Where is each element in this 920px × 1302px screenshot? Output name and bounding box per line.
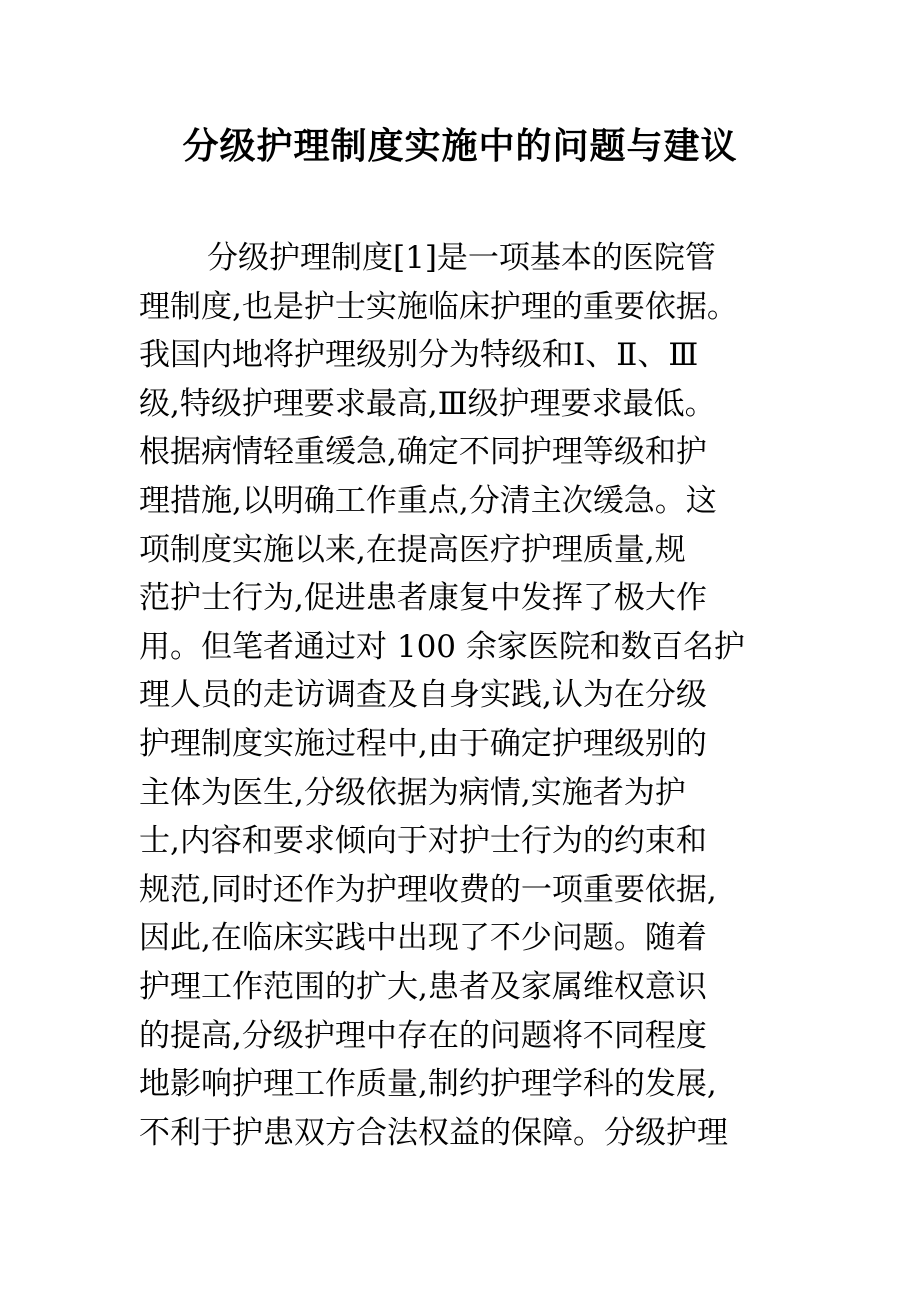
body-line: 用。但笔者通过对 100 余家医院和数百名护 — [139, 628, 745, 665]
body-line: 地影响护理工作质量,制约护理学科的发展, — [139, 1066, 717, 1103]
body-line: 护理制度实施过程中,由于确定护理级别的 — [139, 725, 707, 762]
body-line: 理制度,也是护士实施临床护理的重要依据。 — [139, 288, 738, 325]
body-line: 根据病情轻重缓急,确定不同护理等级和护 — [139, 434, 707, 471]
body-line: 的提高,分级护理中存在的问题将不同程度 — [139, 1017, 707, 1054]
body-line: 分级护理制度[1]是一项基本的医院管 — [207, 240, 716, 276]
body-line: 士,内容和要求倾向于对护士行为的约束和 — [139, 823, 707, 860]
document-title: 分级护理制度实施中的问题与建议 — [182, 126, 738, 167]
body-line: 护理工作范围的扩大,患者及家属维权意识 — [139, 968, 707, 1005]
body-line: 我国内地将护理级别分为特级和Ⅰ、Ⅱ、Ⅲ — [139, 337, 699, 374]
body-line: 不利于护患双方合法权益的保障。分级护理 — [139, 1114, 728, 1151]
body-line: 理措施,以明确工作重点,分清主次缓急。这 — [139, 482, 717, 519]
body-line: 级,特级护理要求最高,Ⅲ级护理要求最低。 — [139, 385, 716, 422]
body-line: 项制度实施以来,在提高医疗护理质量,规 — [139, 531, 686, 568]
document-body — [139, 234, 799, 1157]
body-line: 范护士行为,促进患者康复中发挥了极大作 — [139, 580, 707, 617]
body-line: 因此,在临床实践中出现了不少问题。随着 — [139, 920, 707, 957]
body-line: 理人员的走访调查及自身实践,认为在分级 — [139, 677, 707, 714]
body-line: 规范,同时还作为护理收费的一项重要依据, — [139, 871, 717, 908]
body-line: 主体为医生,分级依据为病情,实施者为护 — [139, 774, 686, 811]
